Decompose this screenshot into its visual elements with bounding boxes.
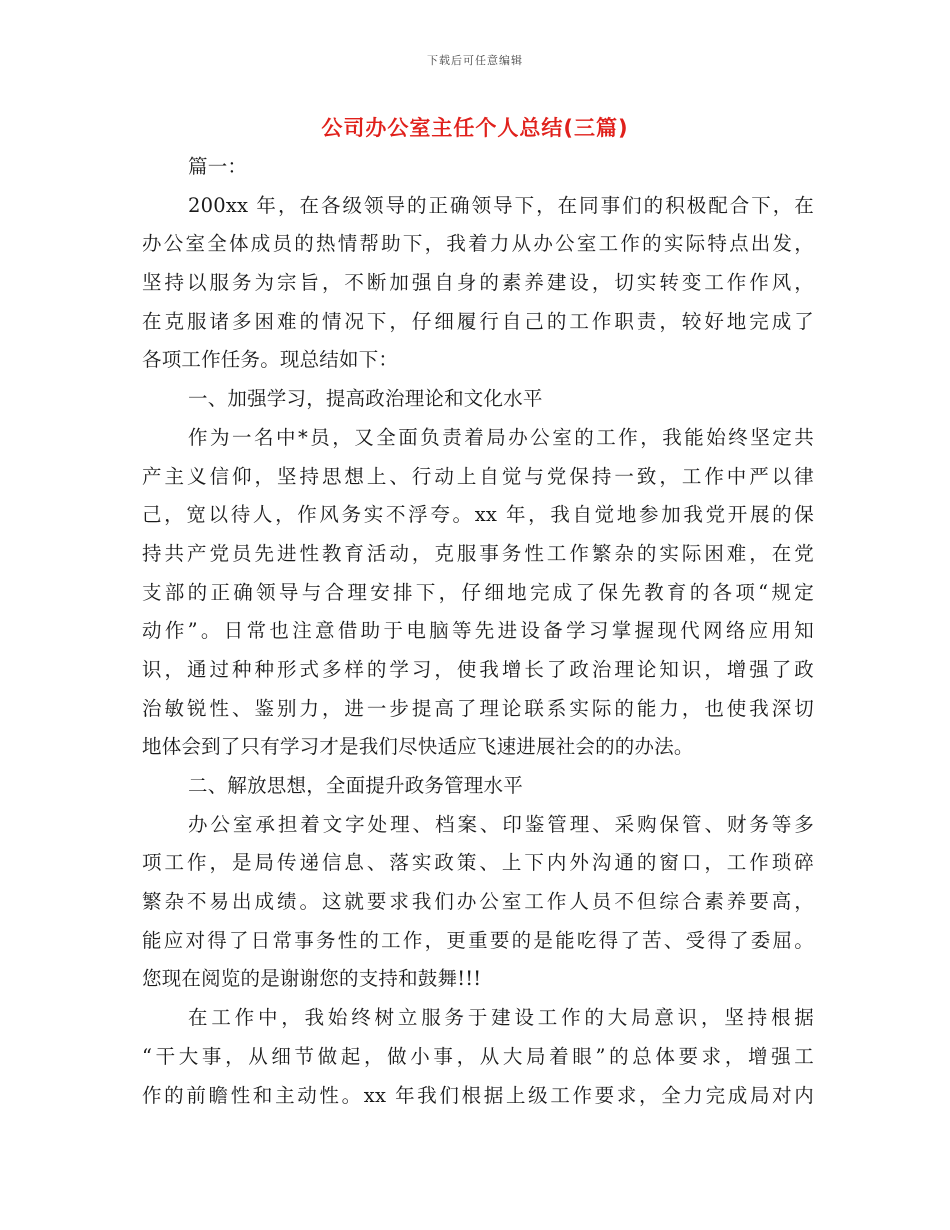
text-line: 支部的正确领导与合理安排下，仔细地完成了保先教育的各项“规定 [142, 580, 814, 604]
text-line: 持共产党员先进性教育活动，克服事务性工作繁杂的实际困难，在党 [142, 541, 814, 565]
text-line: 在克服诸多困难的情况下，仔细履行自己的工作职责，较好地完成了 [142, 309, 814, 333]
text-line: 办公室承担着文字处理、档案、印鉴管理、采购保管、财务等多 [188, 812, 814, 836]
text-line: 己，宽以待人，作风务实不浮夸。xx 年，我自觉地参加我党开展的保 [142, 503, 814, 527]
text-line: 各项工作任务。现总结如下： [142, 348, 399, 372]
page-header: 下载后可任意编辑 [427, 54, 523, 67]
text-line: 治敏锐性、鉴别力，进一步提高了理论联系实际的能力，也使我深切 [142, 696, 814, 720]
text-line: 办公室全体成员的热情帮助下，我着力从办公室工作的实际特点出发， [142, 232, 814, 256]
text-line: 您现在阅览的是谢谢您的支持和鼓舞!!! [142, 967, 482, 991]
text-line: 作为一名中*员，又全面负责着局办公室的工作，我能始终坚定共 [188, 425, 814, 449]
document-body [142, 148, 814, 1115]
text-line: “干大事，从细节做起，做小事，从大局着眼”的总体要求，增强工 [142, 1044, 814, 1068]
text-line: 作的前瞻性和主动性。xx 年我们根据上级工作要求，全力完成局对内 [142, 1083, 814, 1107]
text-line: 能应对得了日常事务性的工作，更重要的是能吃得了苦、受得了委屈。 [142, 928, 814, 952]
text-line: 二、解放思想，全面提升政务管理水平 [188, 774, 523, 797]
text-line: 一、加强学习，提高政治理论和文化水平 [188, 387, 543, 411]
text-line: 200xx 年，在各级领导的正确领导下，在同事们的积极配合下，在 [188, 193, 814, 217]
text-line: 繁杂不易出成绩。这就要求我们办公室工作人员不但综合素养要高， [142, 890, 814, 914]
text-line: 产主义信仰，坚持思想上、行动上自觉与党保持一致，工作中严以律 [142, 464, 814, 488]
document-title: 公司办公室主任个人总结(三篇) [321, 116, 629, 140]
text-line: 动作”。日常也注意借助于电脑等先进设备学习掌握现代网络应用知 [142, 619, 814, 643]
text-line: 地体会到了只有学习才是我们尽快适应飞速进展社会的的办法。 [142, 735, 694, 759]
text-line: 在工作中，我始终树立服务于建设工作的大局意识，坚持根据 [188, 1006, 814, 1030]
text-line: 篇一： [188, 155, 248, 178]
text-line: 项工作，是局传递信息、落实政策、上下内外沟通的窗口，工作琐碎 [142, 851, 814, 875]
text-line: 识，通过种种形式多样的学习，使我增长了政治理论知识，增强了政 [142, 657, 814, 681]
text-line: 坚持以服务为宗旨，不断加强自身的素养建设，切实转变工作作风， [142, 271, 814, 295]
